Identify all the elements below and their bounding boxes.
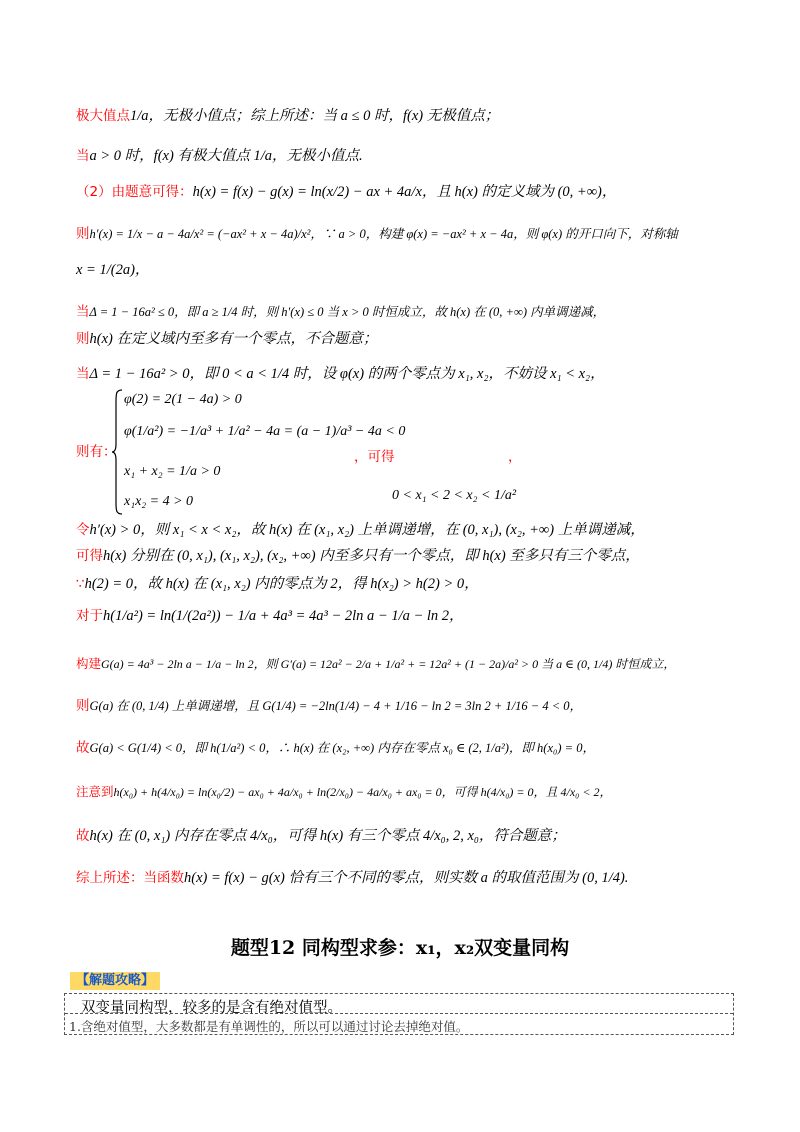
system-comma: ， bbox=[508, 449, 522, 465]
system-row: φ(2) = 2(1 − 4a) > 0 bbox=[124, 392, 242, 407]
line-math: a > 0 时，f(x) 有极大值点 1/a，无极小值点. bbox=[89, 148, 363, 164]
line-lead: 当 bbox=[76, 366, 90, 382]
line-math: h(x) 在定义域内至多有一个零点，不合题意； bbox=[89, 331, 378, 347]
solution-line bbox=[76, 258, 740, 282]
line-lead: 故 bbox=[76, 740, 90, 756]
line-math: h(x₀) + h(4/x₀) = ln(x₀/2) − ax₀ + 4a/x₀ + ln(2/x₀) − 4a/x₀ + ax₀ = 0，可得 h(4/x₀) = 0，且 4/x₀ < 2， bbox=[113, 785, 612, 799]
solution-line bbox=[76, 222, 740, 246]
system-row: x₁x₂ = 4 > 0 bbox=[124, 494, 194, 509]
line-lead: 可得 bbox=[76, 548, 103, 564]
strategy-box-divider bbox=[65, 1013, 733, 1014]
system-row: x₁ + x₂ = 1/a > 0 bbox=[124, 464, 221, 479]
line-math: Δ = 1 − 16a² > 0，即 0 < a < 1/4 时，设 φ(x) 的两个零点为 x₁, x₂，不妨设 x₁ < x₂， bbox=[89, 366, 605, 382]
system-lead: 则有： bbox=[76, 444, 117, 460]
strategy-box-line: 1.含绝对值型，大多数都是有单调性的，所以可以通过讨论去掉绝对值。 bbox=[69, 1019, 469, 1034]
solution-line bbox=[76, 694, 740, 718]
line-lead: 则 bbox=[76, 226, 90, 242]
solution-line bbox=[76, 736, 740, 760]
line-math: h′(x) = 1/x − a − 4a/x² = (−ax² + x − 4a)/x²，∵ a > 0，构建 φ(x) = −ax² + x − 4a，则 φ(x) 的开口向下，对称轴 bbox=[89, 227, 678, 241]
line-lead: 当 bbox=[76, 148, 90, 164]
left-brace bbox=[112, 388, 124, 516]
line-lead: 则 bbox=[76, 331, 90, 347]
line-math: x = 1/(2a)， bbox=[76, 262, 150, 278]
line-lead: 构建 bbox=[76, 656, 102, 671]
solution-line bbox=[76, 652, 740, 676]
line-lead: （2）由题意可得： bbox=[76, 184, 193, 200]
line-lead: 极大值点 bbox=[76, 108, 130, 124]
line-lead: 综上所述：当函数 bbox=[76, 870, 184, 886]
solution-line bbox=[76, 544, 740, 568]
line-lead: 则 bbox=[76, 698, 90, 714]
line-lead: 令 bbox=[76, 522, 90, 538]
solution-line bbox=[76, 604, 740, 628]
line-lead: 当 bbox=[76, 304, 90, 320]
strategy-tag: 【解题攻略】 bbox=[70, 972, 160, 990]
line-math: 1/a，无极小值点；综上所述：当 a ≤ 0 时，f(x) 无极值点； bbox=[130, 108, 500, 124]
line-lead: ∵ bbox=[76, 576, 85, 592]
line-math: h(x) = f(x) − g(x) 恰有三个不同的零点，则实数 a 的取值范围为 (0, 1/4). bbox=[184, 870, 629, 886]
line-math: h(2) = 0，故 h(x) 在 (x₁, x₂) 内的零点为 2，得 h(x₂) > h(2) > 0， bbox=[84, 576, 479, 592]
line-lead: 注意到 bbox=[76, 784, 114, 799]
system-tail: ，可得 bbox=[354, 449, 395, 465]
solution-line bbox=[76, 144, 740, 168]
line-math: G(a) < G(1/4) < 0，即 h(1/a²) < 0，∴ h(x) 在 (x₂, +∞) 内存在零点 x₀ ∈ (2, 1/a²)，即 h(x₀) = 0， bbox=[89, 741, 595, 755]
line-lead: 故 bbox=[76, 828, 90, 844]
solution-line bbox=[76, 572, 740, 596]
line-lead: 对于 bbox=[76, 608, 103, 624]
solution-line bbox=[76, 866, 740, 890]
solution-line bbox=[76, 327, 740, 351]
system-row: φ(1/a²) = −1/a³ + 1/a² − 4a = (a − 1)/a³ − 4a < 0 bbox=[124, 424, 406, 439]
solution-line bbox=[76, 780, 740, 804]
solution-line bbox=[76, 180, 740, 204]
line-math: G(a) = 4a³ − 2ln a − 1/a − ln 2，则 G′(a) = 12a² − 2/a + 1/a² + = 12a² + (1 − 2a)/a² > 0 当 a ∈ (0, 1/4) 时恒成立， bbox=[101, 657, 676, 671]
system-result: 0 < x₁ < 2 < x₂ < 1/a² bbox=[392, 488, 517, 503]
line-math: h(x) = f(x) − g(x) = ln(x/2) − ax + 4a/x，且 h(x) 的定义域为 (0, +∞)， bbox=[192, 184, 617, 200]
strategy-box-title: 双变量同构型，较多的是含有绝对值型。 bbox=[81, 1000, 342, 1016]
strategy-box bbox=[64, 993, 734, 1035]
solution-line bbox=[76, 104, 740, 128]
line-math: Δ = 1 − 16a² ≤ 0，即 a ≥ 1/4 时，则 h′(x) ≤ 0 当 x > 0 时恒成立，故 h(x) 在 (0, +∞) 内单调递减， bbox=[89, 305, 606, 319]
solution-line bbox=[76, 362, 740, 386]
solution-line bbox=[76, 300, 740, 324]
line-math: h(x) 分别在 (0, x₁), (x₁, x₂), (x₂, +∞) 内至多只有一个零点，即 h(x) 至多只有三个零点， bbox=[103, 548, 640, 564]
solution-line bbox=[76, 824, 740, 848]
line-math: h′(x) > 0，则 x₁ < x < x₂，故 h(x) 在 (x₁, x₂) 上单调递增，在 (0, x₁), (x₂, +∞) 上单调递减， bbox=[89, 522, 645, 538]
line-math: h(x) 在 (0, x₁) 内存在零点 4/x₀，可得 h(x) 有三个零点 4/x₀, 2, x₀，符合题意； bbox=[89, 828, 566, 844]
line-math: h(1/a²) = ln(1/(2a²)) − 1/a + 4a³ = 4a³ − 2ln a − 1/a − ln 2， bbox=[103, 608, 464, 624]
solution-line bbox=[76, 518, 740, 542]
section-heading: 题型12 同构型求参：x₁，x₂双变量同构 bbox=[230, 937, 570, 959]
line-math: G(a) 在 (0, 1/4) 上单调递增，且 G(1/4) = −2ln(1/4) − 4 + 1/16 − ln 2 = 3ln 2 + 1/16 − 4 < 0， bbox=[89, 699, 583, 713]
